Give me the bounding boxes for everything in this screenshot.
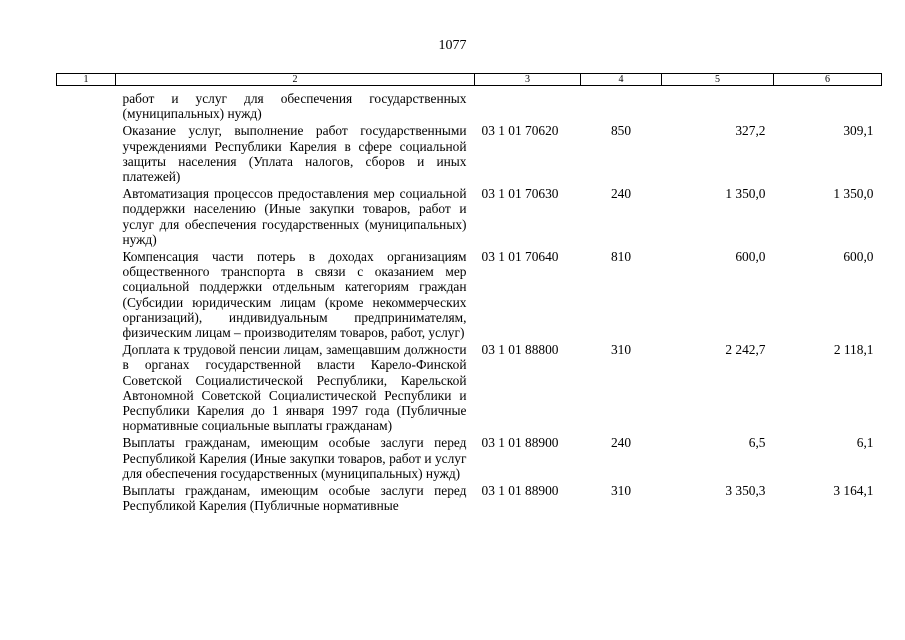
- page-number: 1077: [438, 38, 467, 53]
- row-description: работ и услуг для обеспечения государственных (муниципальных) нужд): [122, 91, 467, 122]
- row-amount-col5: 327,2: [735, 123, 766, 139]
- row-amount-col6: 2 118,1: [833, 342, 874, 358]
- row-expense-type: 240: [610, 186, 632, 202]
- row-code: 03 1 01 88900: [481, 435, 559, 451]
- row-amount-col5: 1 350,0: [725, 186, 766, 202]
- row-expense-type: 810: [610, 249, 632, 265]
- row-amount-col5: [662, 86, 774, 122]
- row-description: Выплаты гражданам, имеющим особые заслуги перед Республикой Карелия (Публичные нормативные: [122, 483, 467, 514]
- row-expense-type: 310: [610, 483, 632, 499]
- row-index-cell: [57, 86, 116, 122]
- row-description: Компенсация части потерь в доходах организациям общественного транспорта в связи с оказанием мер социальной поддержки отдельным категориям граждан (Субсидии юридическим лицам (кроме некоммерческих организаций), индивидуальным предпринимателям, физическим лицам – производителям товаров, работ, услуг): [122, 249, 467, 341]
- column-header-4: 4: [581, 74, 662, 86]
- row-index-cell: [57, 184, 116, 247]
- row-expense-type: [581, 86, 662, 122]
- table-row: [57, 433, 882, 481]
- table-row: [57, 86, 882, 122]
- column-header-6: 6: [774, 74, 882, 86]
- row-code: 03 1 01 88900: [481, 483, 559, 499]
- row-index-cell: [57, 121, 116, 184]
- column-header-1: 1: [57, 74, 116, 86]
- row-description: Оказание услуг, выполнение работ государственными учреждениями Республики Карелия в сфере социальной защиты населения (Уплата налогов, сборов и иных платежей): [122, 123, 467, 185]
- table-row: [57, 481, 882, 513]
- row-code: [475, 86, 581, 122]
- row-expense-type: 240: [610, 435, 632, 451]
- row-amount-col6: 1 350,0: [833, 186, 874, 202]
- column-header-2: 2: [116, 74, 475, 86]
- row-amount-col5: 6,5: [748, 435, 766, 451]
- row-expense-type: 850: [610, 123, 632, 139]
- row-code: 03 1 01 88800: [481, 342, 559, 358]
- row-code: 03 1 01 70620: [481, 123, 559, 139]
- table-row: [57, 121, 882, 184]
- row-description: Автоматизация процессов предоставления мер социальной поддержки населению (Иные закупки товаров, работ и услуг для обеспечения государственных (муниципальных) нужд): [122, 186, 467, 247]
- row-amount-col6: [774, 86, 882, 122]
- row-index-cell: [57, 481, 116, 513]
- column-header-3: 3: [475, 74, 581, 86]
- table-row: [57, 247, 882, 340]
- row-code: 03 1 01 70640: [481, 249, 559, 265]
- row-code: 03 1 01 70630: [481, 186, 559, 202]
- row-expense-type: 310: [610, 342, 632, 358]
- column-header-row: [57, 74, 882, 86]
- column-header-5: 5: [662, 74, 774, 86]
- budget-table: [56, 73, 882, 513]
- row-description: Выплаты гражданам, имеющим особые заслуги перед Республикой Карелия (Иные закупки товаров, работ и услуг для обеспечения государственных (муниципальных) нужд): [122, 435, 467, 481]
- row-amount-col5: 3 350,3: [725, 483, 766, 499]
- row-amount-col6: 600,0: [843, 249, 874, 265]
- row-amount-col5: 2 242,7: [725, 342, 766, 358]
- row-index-cell: [57, 247, 116, 340]
- row-description: Доплата к трудовой пенсии лицам, замещавшим должности в органах государственной власти Карело-Финской Советской Социалистической Республики, Карельской Автономной Советской Социалистической Республики и Республики Карелия до 1 января 1997 года (Публичные нормативные социальные выплаты гражданам): [122, 342, 467, 434]
- row-amount-col6: 309,1: [843, 123, 874, 139]
- row-amount-col6: 3 164,1: [833, 483, 874, 499]
- row-amount-col6: 6,1: [856, 435, 874, 451]
- row-index-cell: [57, 433, 116, 481]
- row-amount-col5: 600,0: [735, 249, 766, 265]
- table-row: [57, 340, 882, 433]
- row-index-cell: [57, 340, 116, 433]
- table-row: [57, 184, 882, 247]
